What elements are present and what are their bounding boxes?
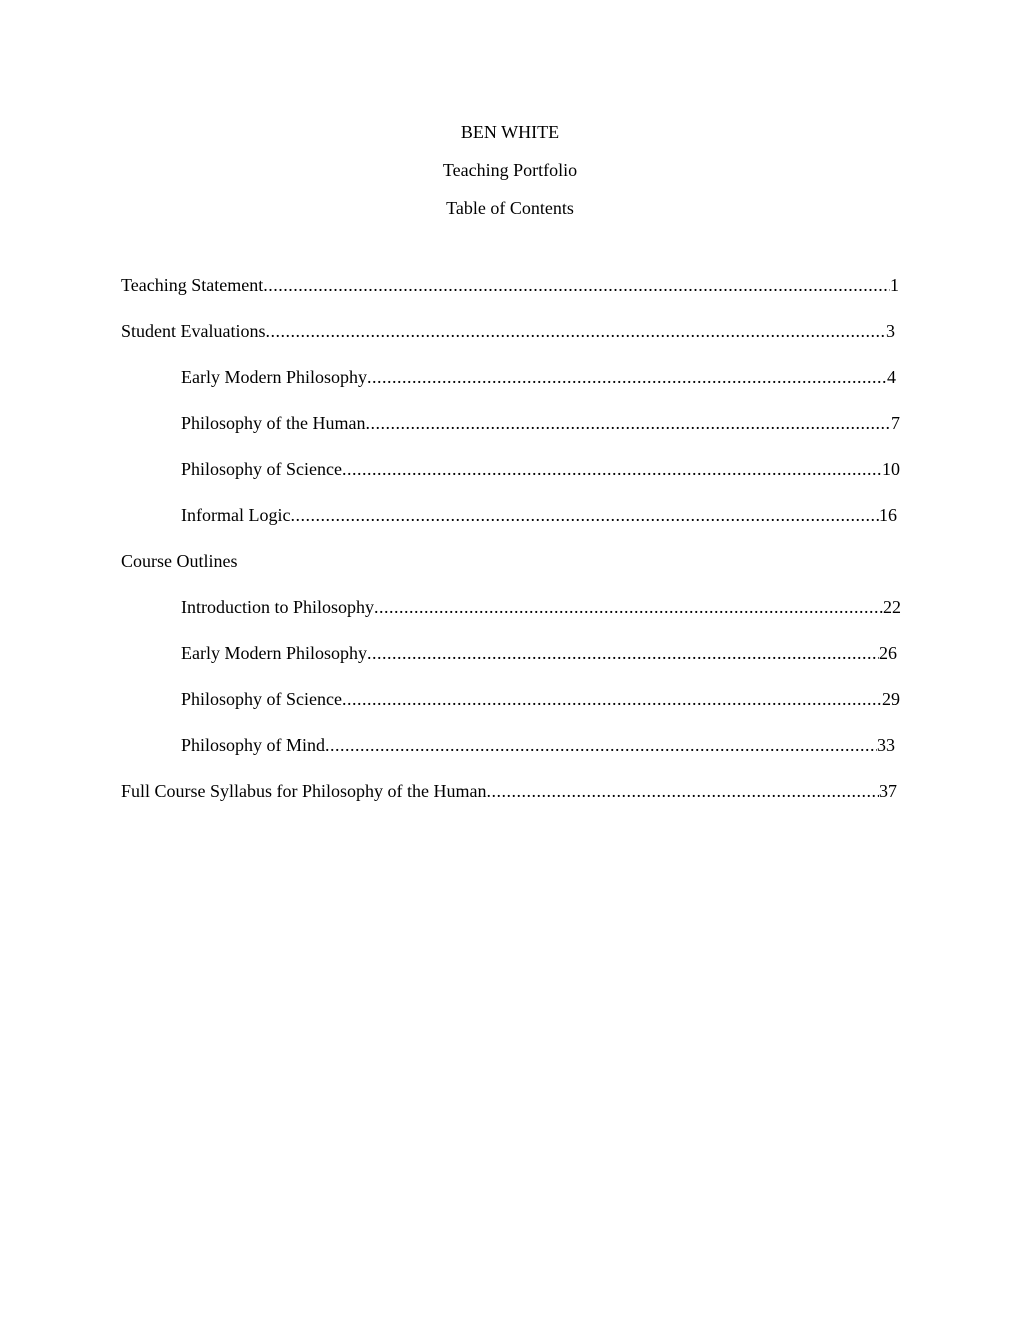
- dot-leader: [325, 734, 877, 756]
- toc-entry-label: Student Evaluations: [121, 321, 266, 341]
- toc-entry-outline-mind[interactable]: [181, 734, 895, 756]
- toc-page-number: 10: [882, 459, 900, 479]
- dot-leader: [265, 320, 886, 342]
- toc-entry-label: Philosophy of Science: [181, 459, 342, 479]
- toc-entry-label: Philosophy of Mind: [181, 735, 326, 755]
- toc-page-number: 37: [879, 781, 897, 801]
- toc-entry-eval-human[interactable]: [181, 412, 900, 434]
- dot-leader: [367, 642, 879, 664]
- dot-leader: [342, 458, 882, 480]
- toc-entry-eval-early-modern[interactable]: [181, 366, 896, 388]
- toc-entry-label: Philosophy of Science: [181, 689, 342, 709]
- dot-leader: [263, 274, 890, 296]
- toc-page-number: 3: [886, 321, 895, 341]
- dot-leader: [374, 596, 883, 618]
- toc-entry-eval-logic[interactable]: [181, 504, 897, 526]
- toc-page-number: 7: [891, 413, 900, 433]
- toc-entry-outline-science[interactable]: [181, 688, 900, 710]
- toc-entry-label: Teaching Statement: [121, 275, 264, 295]
- toc-entry-full-syllabus[interactable]: [121, 780, 897, 802]
- toc-title: Table of Contents: [446, 198, 574, 218]
- toc-page-number: 26: [879, 643, 897, 663]
- toc-page-number: 1: [890, 275, 899, 295]
- toc-entry-student-evaluations[interactable]: [121, 320, 895, 342]
- toc-entry-teaching-statement[interactable]: [121, 274, 899, 296]
- author-name: BEN WHITE: [460, 122, 560, 142]
- toc-entry-eval-science[interactable]: [181, 458, 900, 480]
- toc-page-number: 22: [883, 597, 901, 617]
- dot-leader: [487, 780, 880, 802]
- toc-entry-label: Introduction to Philosophy: [181, 597, 374, 617]
- toc-page-number: 16: [879, 505, 897, 525]
- dot-leader: [290, 504, 879, 526]
- toc-page-number: 29: [882, 689, 900, 709]
- dot-leader: [342, 688, 882, 710]
- toc-entry-outline-early-modern[interactable]: [181, 642, 897, 664]
- toc-entry-label: Early Modern Philosophy: [181, 367, 367, 387]
- toc-entry-label: Philosophy of the Human: [181, 413, 366, 433]
- document-subtitle: Teaching Portfolio: [442, 160, 578, 180]
- toc-entry-label: Full Course Syllabus for Philosophy of the Human: [121, 781, 487, 801]
- toc-entry-outline-intro[interactable]: [181, 596, 901, 618]
- toc-section-course-outlines: Course Outlines: [121, 551, 238, 571]
- toc-entry-label: Informal Logic: [181, 505, 291, 525]
- dot-leader: [367, 366, 887, 388]
- toc-page-number: 4: [887, 367, 896, 387]
- dot-leader: [366, 412, 892, 434]
- toc-entry-label: Early Modern Philosophy: [181, 643, 367, 663]
- toc-page-number: 33: [877, 735, 895, 755]
